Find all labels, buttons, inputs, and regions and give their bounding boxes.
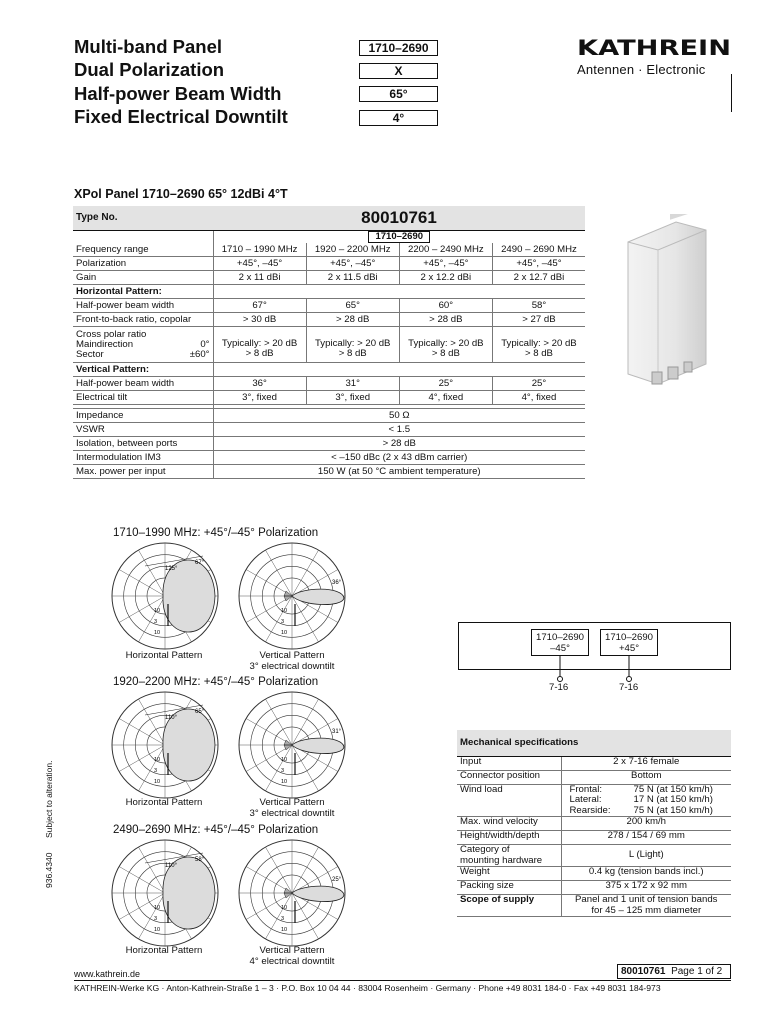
polar-scale-label: 10: [154, 630, 161, 636]
mech-title: Mechanical specifications: [457, 730, 731, 756]
mech-scope-v1: Panel and 1 unit of tension bands: [575, 894, 718, 905]
pol-val: +45°, –45°: [213, 257, 306, 271]
mech-cat-l1: Category of: [460, 844, 510, 855]
mech-cat-l2: mounting hardware: [460, 854, 543, 866]
xpol-main: Maindirection: [76, 338, 134, 350]
footer-url[interactable]: www.kathrein.de: [74, 969, 141, 979]
mech-conn-val: Bottom: [561, 770, 731, 784]
header-title-1: Multi-band Panel: [74, 36, 222, 57]
freq-val: 2200 – 2490 MHz: [399, 243, 492, 257]
v-side-lobes: [284, 740, 292, 750]
mech-vel-val: 200 km/h: [561, 817, 731, 831]
gain-val: 2 x 11 dBi: [213, 271, 306, 285]
wind-val: 17 N (at 150 km/h): [633, 794, 713, 805]
footer-address: KATHREIN-Werke KG · Anton-Kathrein-Straße 1 – 3 · P.O. Box 10 04 44 · 83004 Rosenheim · Germany · Phone +49 8031 184-0 · Fax +49 8031 184-973: [74, 983, 661, 993]
polar-scale-label: 3: [281, 916, 285, 922]
mech-pack-label: Packing size: [457, 881, 561, 895]
h-angle-a: 110°: [165, 863, 177, 869]
mech-scope-val: [561, 895, 731, 917]
logo-text: KATHREIN: [577, 36, 731, 58]
v-caption-2a: Vertical Pattern: [259, 797, 325, 808]
polar-scale-label: 10: [154, 779, 161, 785]
polar-scale-label: 10: [281, 757, 288, 763]
polar-scale-label: 3: [154, 768, 158, 774]
xpol-sector-angle: ±60°: [189, 348, 210, 360]
imp-label: Impedance: [73, 409, 213, 423]
vbw-val: 36°: [213, 377, 306, 391]
connector-lines: [540, 655, 640, 685]
vbw-label: Half-power beam width: [73, 377, 213, 391]
vbw-val: 25°: [399, 377, 492, 391]
brand-tagline: Antennen · Electronic: [577, 62, 706, 77]
plot-title-3: 2490–2690 MHz: +45°/–45° Polarization: [113, 824, 319, 836]
v-angle: 36°: [332, 580, 342, 586]
ftb-val: > 28 dB: [399, 313, 492, 327]
v-caption-1a: Vertical Pattern: [259, 650, 325, 661]
hbw-val: 67°: [213, 299, 306, 313]
polar-scale-label: 10: [281, 608, 288, 614]
connector-label-1: 7-16: [549, 682, 569, 693]
hbw-label: Half-power beam width: [73, 299, 213, 313]
plot-title-1: 1710–1990 MHz: +45°/–45° Polarization: [113, 527, 319, 539]
connector-label-2: 7-16: [619, 682, 639, 693]
port-minus45: [531, 629, 589, 656]
polar-scale-label: 10: [154, 757, 161, 763]
type-label: Type No.: [73, 206, 213, 230]
vswr-val: < 1.5: [213, 423, 585, 437]
hbw-val: 58°: [492, 299, 585, 313]
header-value-4: 4°: [359, 110, 438, 126]
polar-scale-label: 3: [154, 619, 158, 625]
polar-scale-label: 10: [154, 927, 161, 933]
mech-weight-label: Weight: [457, 867, 561, 881]
polar-scale-label: 3: [281, 619, 285, 625]
hp-title: Horizontal Pattern:: [73, 285, 213, 299]
h-caption-3: Horizontal Pattern: [125, 945, 203, 956]
mech-input-val: 2 x 7-16 female: [561, 756, 731, 770]
vp-title: Vertical Pattern:: [73, 363, 213, 377]
footer-rule: [74, 980, 731, 981]
polar-scale-label: 10: [281, 630, 288, 636]
page-indicator: [617, 964, 731, 979]
tilt-val: 4°, fixed: [399, 391, 492, 405]
imp-val: 50 Ω: [213, 409, 585, 423]
mech-wind-label: Wind load: [457, 784, 561, 817]
header-value-2: X: [359, 63, 438, 79]
xpol-val: Typically: > 20 dB: [408, 337, 484, 349]
header-title-4: Fixed Electrical Downtilt: [74, 106, 288, 127]
polar-scale-label: 10: [281, 779, 288, 785]
h-angle-a: 110°: [165, 715, 177, 721]
xpol-val: Typically: > 20 dB: [314, 337, 391, 349]
maxp-label: Max. power per input: [73, 465, 213, 479]
ftb-val: > 28 dB: [306, 313, 399, 327]
polar-scale-label: 3: [154, 916, 158, 922]
im3-label: Intermodulation IM3: [73, 451, 213, 465]
v-side-lobes: [284, 888, 292, 898]
vswr-label: VSWR: [73, 423, 213, 437]
mech-cat-label: [457, 845, 561, 867]
mech-dims-label: Height/width/depth: [457, 831, 561, 845]
polar-scale-label: 3: [281, 768, 285, 774]
v-side-lobes: [284, 591, 292, 601]
freq-val: 2490 – 2690 MHz: [492, 243, 585, 257]
page-doc-number: 80010761: [621, 966, 666, 977]
xpol-val2: > 8 dB: [524, 347, 553, 359]
xpol-val2: > 8 dB: [431, 347, 460, 359]
pol-val: +45°, –45°: [492, 257, 585, 271]
vbw-val: 25°: [492, 377, 585, 391]
mech-conn-label: Connector position: [457, 770, 561, 784]
ftb-val: > 30 dB: [213, 313, 306, 327]
vbw-val: 31°: [306, 377, 399, 391]
iso-val: > 28 dB: [213, 437, 585, 451]
wind-dir: Frontal:: [569, 783, 603, 795]
v-caption-1b: 3° electrical downtilt: [249, 661, 335, 672]
mech-weight-val: 0.4 kg (tension bands incl.): [561, 867, 731, 881]
h-angle-b: 65°: [195, 709, 205, 715]
h-angle-b: 58°: [195, 857, 205, 863]
tilt-val: 3°, fixed: [213, 391, 306, 405]
type-number: 80010761: [213, 206, 585, 230]
tilt-val: 4°, fixed: [492, 391, 585, 405]
port1-pol: –45°: [550, 643, 570, 654]
wind-val: 75 N (at 150 km/h): [633, 804, 713, 816]
ftb-val: > 27 dB: [492, 313, 585, 327]
xpol-sector: Sector: [76, 348, 104, 360]
port2-pol: +45°: [618, 643, 640, 654]
gain-val: 2 x 11.5 dBi: [306, 271, 399, 285]
freq-val: 1920 – 2200 MHz: [306, 243, 399, 257]
wind-dir: Rearside:: [569, 804, 611, 816]
product-title: XPol Panel 1710–2690 65° 12dBi 4°T: [74, 187, 288, 201]
mech-vel-label: Max. wind velocity: [457, 817, 561, 831]
mech-wind-val: [561, 784, 731, 817]
v-caption-3b: 4° electrical downtilt: [249, 956, 335, 967]
gain-val: 2 x 12.7 dBi: [492, 271, 585, 285]
im3-val: < –150 dBc (2 x 43 dBm carrier): [213, 451, 585, 465]
header-value-1: 1710–2690: [359, 40, 438, 56]
polar-scale-label: 10: [154, 608, 161, 614]
hbw-val: 60°: [399, 299, 492, 313]
mech-dims-val: 278 / 154 / 69 mm: [561, 831, 731, 845]
maxp-val: 150 W (at 50 °C ambient temperature): [213, 465, 585, 479]
xpol-main-angle: 0°: [200, 338, 210, 350]
header-value-3: 65°: [359, 86, 438, 102]
mech-pack-val: 375 x 172 x 92 mm: [561, 881, 731, 895]
tilt-label: Electrical tilt: [73, 391, 213, 405]
h-angle-a: 125°: [165, 566, 178, 572]
iso-label: Isolation, between ports: [73, 437, 213, 451]
plot-title-2: 1920–2200 MHz: +45°/–45° Polarization: [113, 676, 319, 688]
page-number: Page 1 of 2: [671, 966, 723, 977]
freq-val: 1710 – 1990 MHz: [213, 243, 306, 257]
header-title-3: Half-power Beam Width: [74, 83, 282, 104]
side-docnum: 936.4340: [44, 852, 54, 888]
xpol-label: Cross polar ratio: [76, 328, 147, 340]
mech-table: [457, 730, 731, 917]
h-caption-1: Horizontal Pattern: [125, 650, 203, 661]
v-angle: 31°: [332, 729, 342, 735]
mech-cat-val: L (Light): [561, 845, 731, 867]
xpol-val: Typically: > 20 dB: [221, 337, 298, 349]
tilt-val: 3°, fixed: [306, 391, 399, 405]
polar-scale-label: 10: [154, 905, 161, 911]
mech-scope-label: Scope of supply: [457, 895, 561, 917]
v-angle: 25°: [332, 877, 342, 883]
port-plus45: [600, 629, 658, 656]
v-caption-2b: 3° electrical downtilt: [249, 808, 335, 819]
side-note: Subject to alteration.: [44, 760, 54, 838]
h-caption-2: Horizontal Pattern: [125, 797, 203, 808]
pol-label: Polarization: [73, 257, 213, 271]
gain-label: Gain: [73, 271, 213, 285]
hbw-val: 65°: [306, 299, 399, 313]
freq-label: Frequency range: [73, 243, 213, 257]
xpol-val: Typically: > 20 dB: [501, 337, 577, 349]
port2-band: 1710–2690: [604, 632, 654, 643]
mech-input-label: Input: [457, 756, 561, 770]
xpol-val2: > 8 dB: [338, 347, 367, 359]
polar-scale-label: 10: [281, 905, 288, 911]
v-caption-3a: Vertical Pattern: [259, 945, 325, 956]
xpol-val2: > 8 dB: [245, 347, 274, 359]
pol-val: +45°, –45°: [399, 257, 492, 271]
gain-val: 2 x 12.2 dBi: [399, 271, 492, 285]
header-title-2: Dual Polarization: [74, 59, 225, 80]
band-label: 1710–2690: [368, 231, 430, 243]
mech-scope-v2: for 45 – 125 mm diameter: [591, 904, 702, 916]
h-angle-b: 67°: [195, 560, 205, 566]
polar-scale-label: 10: [281, 927, 288, 933]
ftb-label: Front-to-back ratio, copolar: [73, 313, 213, 327]
wind-val: 75 N (at 150 km/h): [633, 783, 713, 795]
port1-band: 1710–2690: [535, 632, 585, 643]
wind-dir: Lateral:: [569, 794, 602, 805]
pol-val: +45°, –45°: [306, 257, 399, 271]
